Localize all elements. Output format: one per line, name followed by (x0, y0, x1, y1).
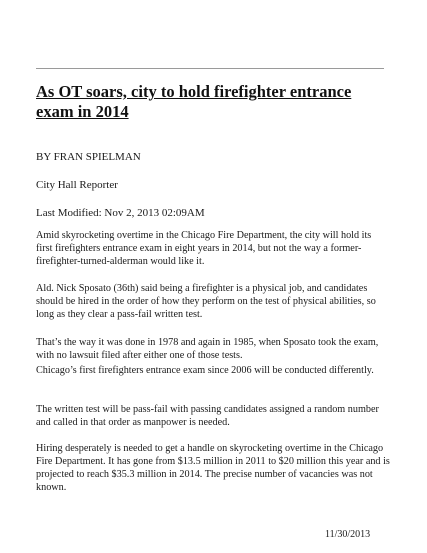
header-divider (36, 68, 384, 69)
article-paragraph: Chicago’s first firefighters entrance exam since 2006 will be conducted differently. (36, 365, 374, 376)
author-role: City Hall Reporter (36, 179, 118, 191)
article-byline: BY FRAN SPIELMAN (36, 151, 141, 163)
article-paragraph: Hiring desperately is needed to get a handle on skyrocketing overtime in the Chicago Fire Department. It has gone from $13.5 million in 2011 to $20 million this year and is projected to reach $35.3 million in 2014. The precise number of vacancies was not known. (36, 443, 390, 493)
article-paragraph: That’s the way it was done in 1978 and again in 1985, when Sposato took the exam, with no lawsuit filed after either one of those tests. (36, 337, 379, 361)
article-headline: As OT soars, city to hold firefighter entrance exam in 2014 (36, 82, 352, 121)
article-paragraph: Ald. Nick Sposato (36th) said being a firefighter is a physical job, and candidates should be hired in the order of how they perform on the test of physical abilities, so long as they clear a pass-fail written test. (36, 283, 376, 320)
footer-date: 11/30/2013 (325, 529, 371, 540)
article-paragraph: The written test will be pass-fail with passing candidates assigned a random number and called in that order as manpower is needed. (36, 404, 379, 428)
last-modified: Last Modified: Nov 2, 2013 02:09AM (36, 207, 205, 219)
article-paragraph: Amid skyrocketing overtime in the Chicago Fire Department, the city will hold its first firefighters entrance exam in eight years in 2014, but not the way a former-firefighter-turned-alderman would like it. (36, 230, 372, 267)
